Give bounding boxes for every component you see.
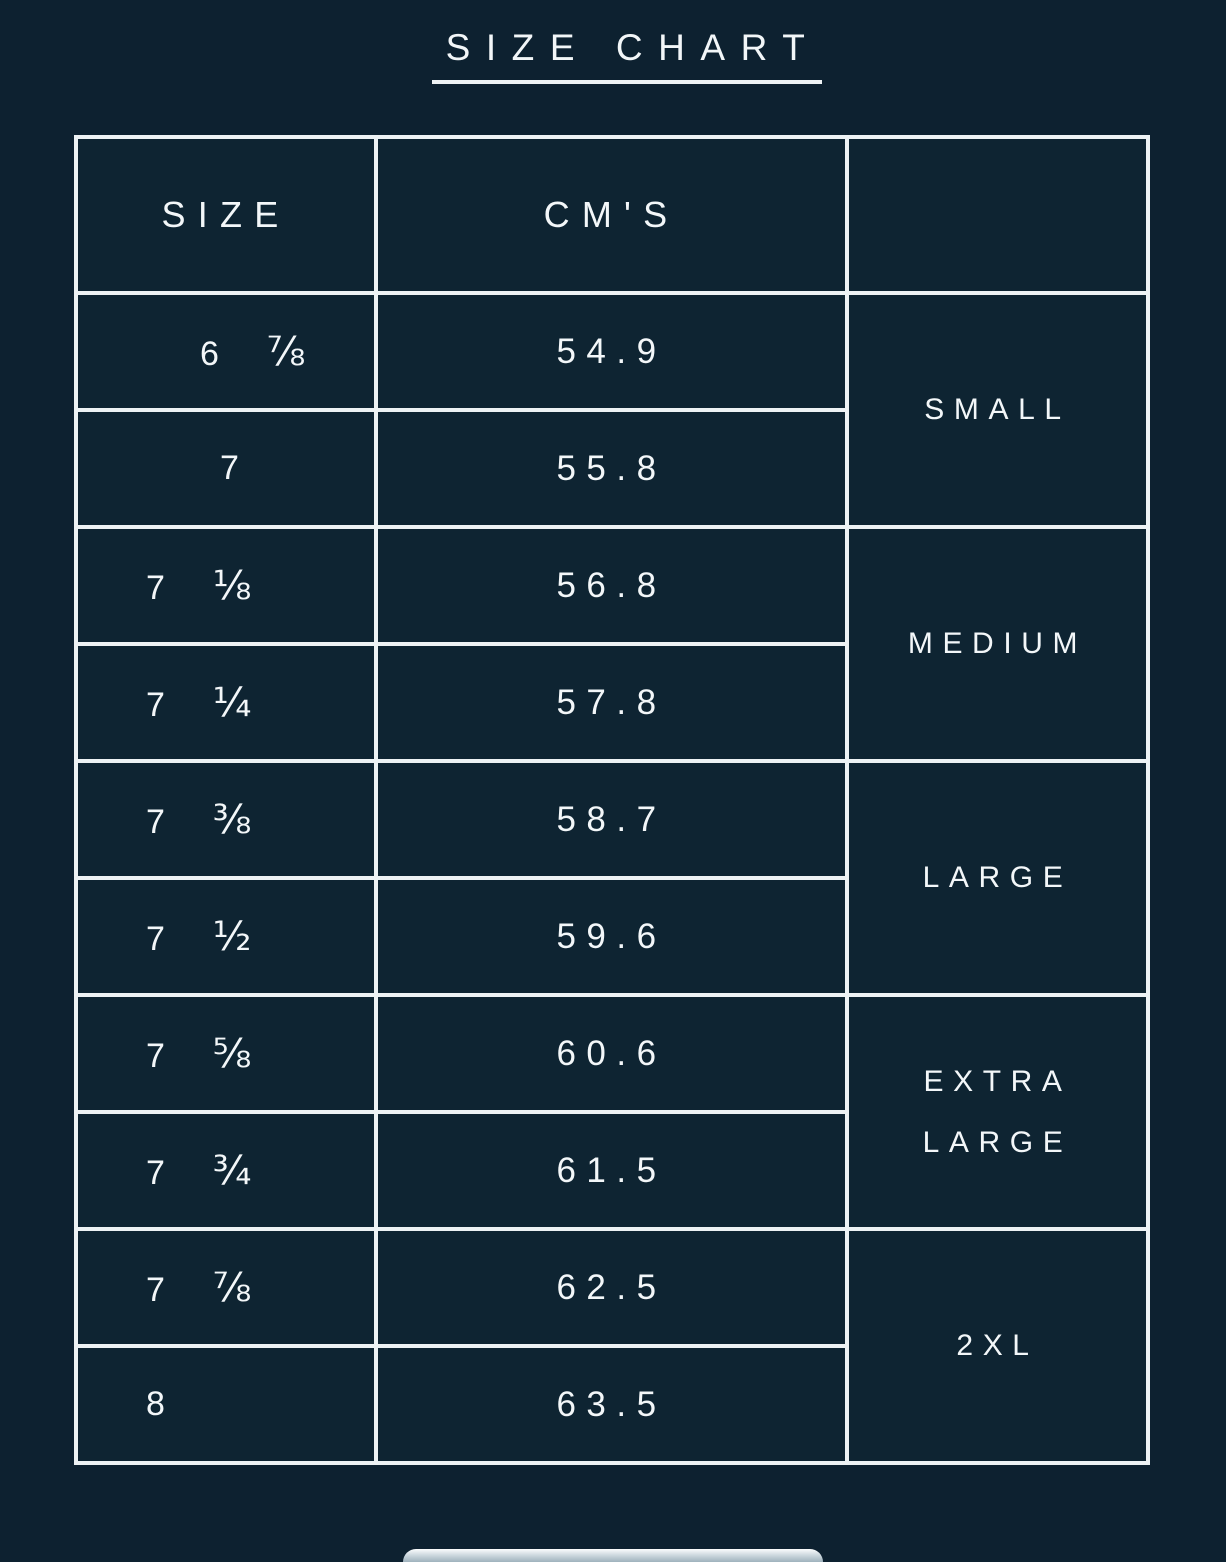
cm-cell: 56.8 — [376, 527, 847, 644]
col-header-group — [847, 137, 1148, 293]
cm-cell: 62.5 — [376, 1229, 847, 1346]
group-cell — [847, 761, 1148, 995]
cm-cell: 63.5 — [376, 1346, 847, 1463]
cm-cell: 55.8 — [376, 410, 847, 527]
size-fraction: ¼ — [212, 679, 252, 726]
cm-cell: 57.8 — [376, 644, 847, 761]
size-whole: 7 — [146, 919, 167, 958]
group-label: LARGE — [922, 861, 1073, 895]
size-cell — [76, 1229, 376, 1346]
size-whole: 7 — [220, 449, 241, 487]
size-cell — [76, 527, 376, 644]
size-fraction: ⅝ — [212, 1030, 252, 1077]
size-fraction: ⅛ — [212, 562, 252, 609]
size-fraction: ⅞ — [212, 1264, 252, 1311]
header-row — [76, 137, 1148, 293]
group-cell — [847, 1229, 1148, 1463]
table-row — [76, 527, 1148, 644]
size-whole: 7 — [146, 568, 167, 607]
group-label: 2XL — [956, 1329, 1039, 1363]
table-row — [76, 761, 1148, 878]
bottom-button-partial[interactable] — [403, 1549, 823, 1562]
cm-cell: 61.5 — [376, 1112, 847, 1229]
title-wrap — [0, 0, 1226, 84]
size-cell — [76, 1112, 376, 1229]
col-header-cms: CM'S — [376, 137, 847, 293]
table-row — [76, 293, 1148, 410]
size-cell — [76, 293, 376, 410]
cm-cell: 60.6 — [376, 995, 847, 1112]
cm-cell: 59.6 — [376, 878, 847, 995]
size-cell — [76, 761, 376, 878]
size-whole: 7 — [146, 1270, 167, 1309]
size-chart-table — [74, 135, 1150, 1465]
group-label: SMALL — [924, 393, 1071, 427]
group-cell — [847, 293, 1148, 527]
size-fraction: ½ — [212, 913, 252, 960]
size-cell — [76, 410, 376, 527]
size-cell — [76, 644, 376, 761]
cm-cell: 54.9 — [376, 293, 847, 410]
size-whole: 7 — [146, 685, 167, 724]
size-cell — [76, 1346, 376, 1463]
group-label: MEDIUM — [907, 627, 1088, 661]
page-title: SIZE CHART — [432, 27, 823, 84]
col-header-size: SIZE — [76, 137, 376, 293]
size-whole: 7 — [146, 1036, 167, 1075]
size-fraction: ⅜ — [212, 796, 252, 843]
size-fraction: ¾ — [212, 1147, 252, 1194]
size-whole: 6 — [200, 334, 221, 373]
size-fraction: ⅞ — [266, 328, 306, 375]
size-whole: 8 — [146, 1385, 167, 1423]
size-whole: 7 — [146, 802, 167, 841]
table-row — [76, 995, 1148, 1112]
size-whole: 7 — [146, 1153, 167, 1192]
size-cell — [76, 878, 376, 995]
table-row — [76, 1229, 1148, 1346]
group-cell — [847, 995, 1148, 1229]
table-body — [76, 293, 1148, 1463]
size-cell — [76, 995, 376, 1112]
group-label: EXTRA LARGE — [922, 1064, 1073, 1159]
group-cell — [847, 527, 1148, 761]
cm-cell: 58.7 — [376, 761, 847, 878]
